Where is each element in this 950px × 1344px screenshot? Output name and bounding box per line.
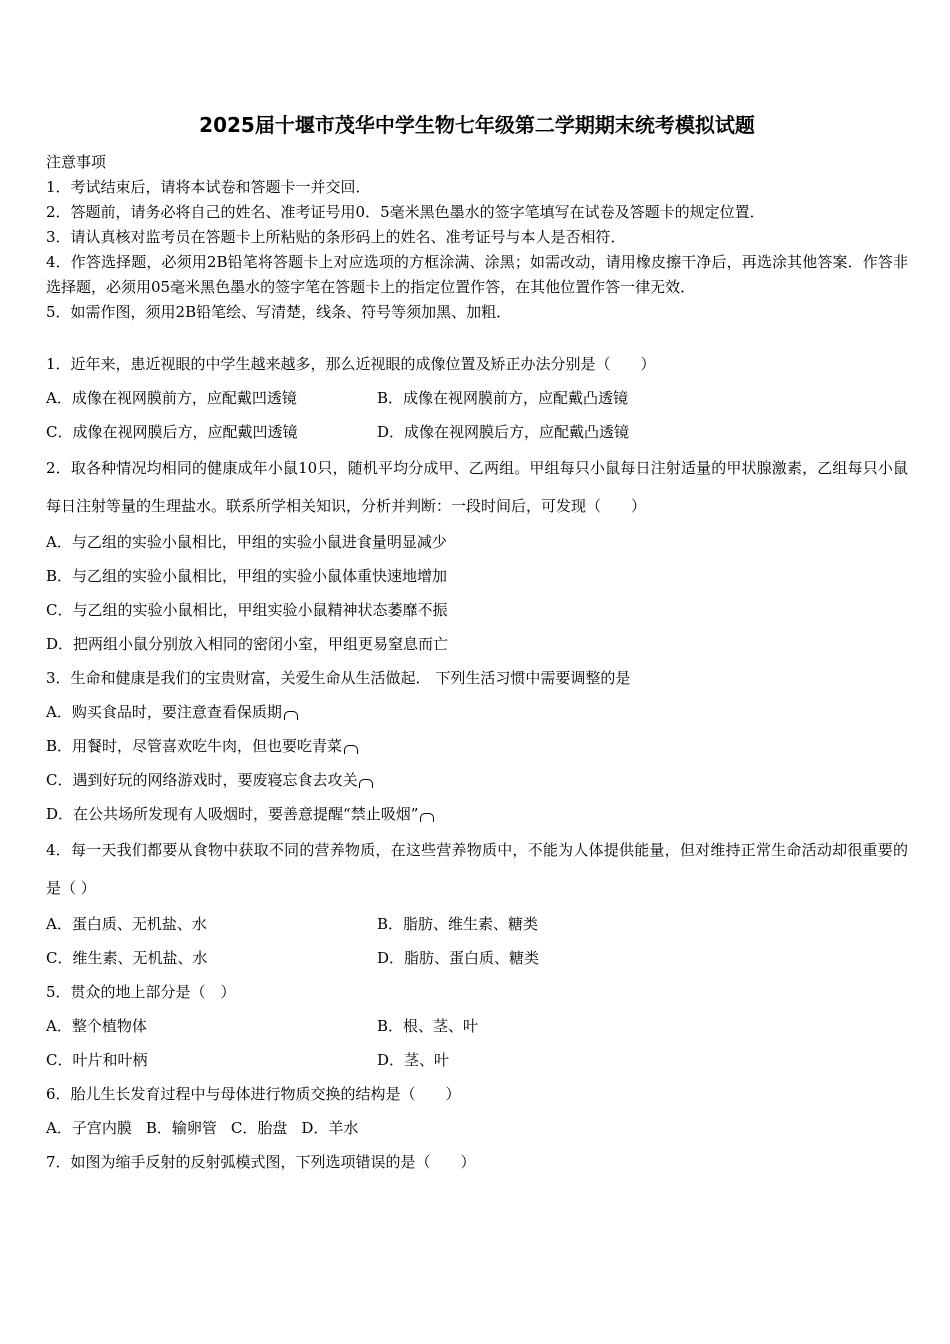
option-a-line [46, 695, 908, 729]
option-d: D．把两组小鼠分别放入相同的密闭小室，甲组更易窒息而亡 [46, 635, 449, 653]
option-row [46, 941, 908, 975]
notice-item: 2．答题前，请务必将自己的姓名、准考证号用0．5毫米黑色墨水的签字笔填写在试卷及答题卡的规定位置． [46, 203, 765, 221]
option-c: C．成像在视网膜后方，应配戴凹透镜 [46, 423, 298, 441]
option-a: A．与乙组的实验小鼠相比，甲组的实验小鼠进食量明显减少 [46, 533, 447, 551]
option-row [46, 381, 908, 415]
option-row [46, 1009, 908, 1043]
option-c: C．维生素、无机盐、水 [46, 949, 208, 967]
question-2 [46, 449, 908, 661]
question-5 [46, 975, 908, 1077]
page-title: 2025届十堰市茂华中学生物七年级第二学期期末统考模拟试题 [199, 113, 755, 137]
blank-mark-icon [284, 711, 298, 720]
question-stem: 3．生命和健康是我们的宝贵财富，关爱生命从生活做起． 下列生活习惯中需要调整的是 [46, 669, 631, 687]
section-spacer [46, 325, 908, 347]
option-b-line [46, 729, 908, 763]
option-a: A．购买食品时，要注意查看保质期 [46, 703, 282, 721]
option-d-line [46, 797, 908, 831]
option-b: B．输卵管 [145, 1119, 217, 1137]
notice-item: 1．考试结束后，请将本试卷和答题卡一并交回． [46, 178, 371, 196]
option-row [46, 1111, 908, 1145]
option-a: A．整个植物体 [46, 1017, 147, 1035]
option-b: B．根、茎、叶 [377, 1017, 479, 1035]
question-stem: 1．近年来，患近视眼的中学生越来越多，那么近视眼的成像位置及矫正办法分别是（ ） [46, 355, 656, 373]
option-d: D．成像在视网膜后方，应配戴凸透镜 [377, 423, 630, 441]
notice-heading: 注意事项 [46, 153, 107, 171]
option-b: B．用餐时，尽管喜欢吃牛肉，但也要吃青菜 [46, 737, 343, 755]
option-d: D．茎、叶 [377, 1051, 450, 1069]
notice-item: 4．作答选择题，必须用2B铅笔将答题卡上对应选项的方框涂满、涂黑；如需改动，请用橡皮擦干净后，再选涂其他答案．作答非选择题，必须用05毫米黑色墨水的签字笔在答题卡上的指定位置作答，在其他位置作答一律无效． [46, 253, 908, 296]
option-c: C．与乙组的实验小鼠相比，甲组实验小鼠精神状态萎靡不振 [46, 601, 448, 619]
option-row [46, 415, 908, 449]
notice-item: 3．请认真核对监考员在答题卡上所粘贴的条形码上的姓名、准考证号与本人是否相符． [46, 228, 626, 246]
option-c-line [46, 763, 908, 797]
option-row [46, 907, 908, 941]
exam-page [46, 110, 908, 1179]
question-stem: 7．如图为缩手反射的反射弧模式图，下列选项错误的是（ ） [46, 1153, 476, 1171]
notice-section [46, 150, 908, 325]
question-stem: 6．胎儿生长发育过程中与母体进行物质交换的结构是（ ） [46, 1085, 461, 1103]
question-7 [46, 1145, 908, 1179]
question-1 [46, 347, 908, 449]
option-d: D．在公共场所发现有人吸烟时，要善意提醒“禁止吸烟” [46, 805, 419, 823]
question-stem: 4．每一天我们都要从食物中获取不同的营养物质，在这些营养物质中，不能为人体提供能量，但对维持正常生命活动却很重要的是（ ） [46, 841, 908, 897]
option-c: C．遇到好玩的网络游戏时，要废寝忘食去攻关 [46, 771, 358, 789]
blank-mark-icon [420, 813, 434, 822]
question-6 [46, 1077, 908, 1145]
question-stem: 2．取各种情况均相同的健康成年小鼠10只，随机平均分成甲、乙两组。甲组每只小鼠每日注射适量的甲状腺激素，乙组每只小鼠每日注射等量的生理盐水。联系所学相关知识，分析并判断：一段时间后，可发现（ ） [46, 459, 908, 515]
blank-mark-icon [344, 745, 358, 754]
blank-mark-icon [359, 779, 373, 788]
question-3 [46, 661, 908, 831]
option-row [46, 1043, 908, 1077]
question-4 [46, 831, 908, 975]
option-b: B．与乙组的实验小鼠相比，甲组的实验小鼠体重快速地增加 [46, 567, 448, 585]
option-b: B．成像在视网膜前方，应配戴凸透镜 [377, 389, 629, 407]
notice-item: 5．如需作图，须用2B铅笔绘、写清楚，线条、符号等须加黑、加粗． [46, 303, 512, 321]
option-c: C．叶片和叶柄 [46, 1051, 148, 1069]
option-d: D．脂肪、蛋白质、糖类 [377, 949, 540, 967]
option-a: A．子宫内膜 [46, 1119, 132, 1137]
option-b: B．脂肪、维生素、糖类 [377, 915, 539, 933]
question-stem: 5．贯众的地上部分是（ ） [46, 983, 236, 1001]
option-c: C．胎盘 [230, 1119, 288, 1137]
option-a: A．蛋白质、无机盐、水 [46, 915, 207, 933]
option-d: D．羊水 [301, 1119, 359, 1137]
option-a: A．成像在视网膜前方，应配戴凹透镜 [46, 389, 297, 407]
